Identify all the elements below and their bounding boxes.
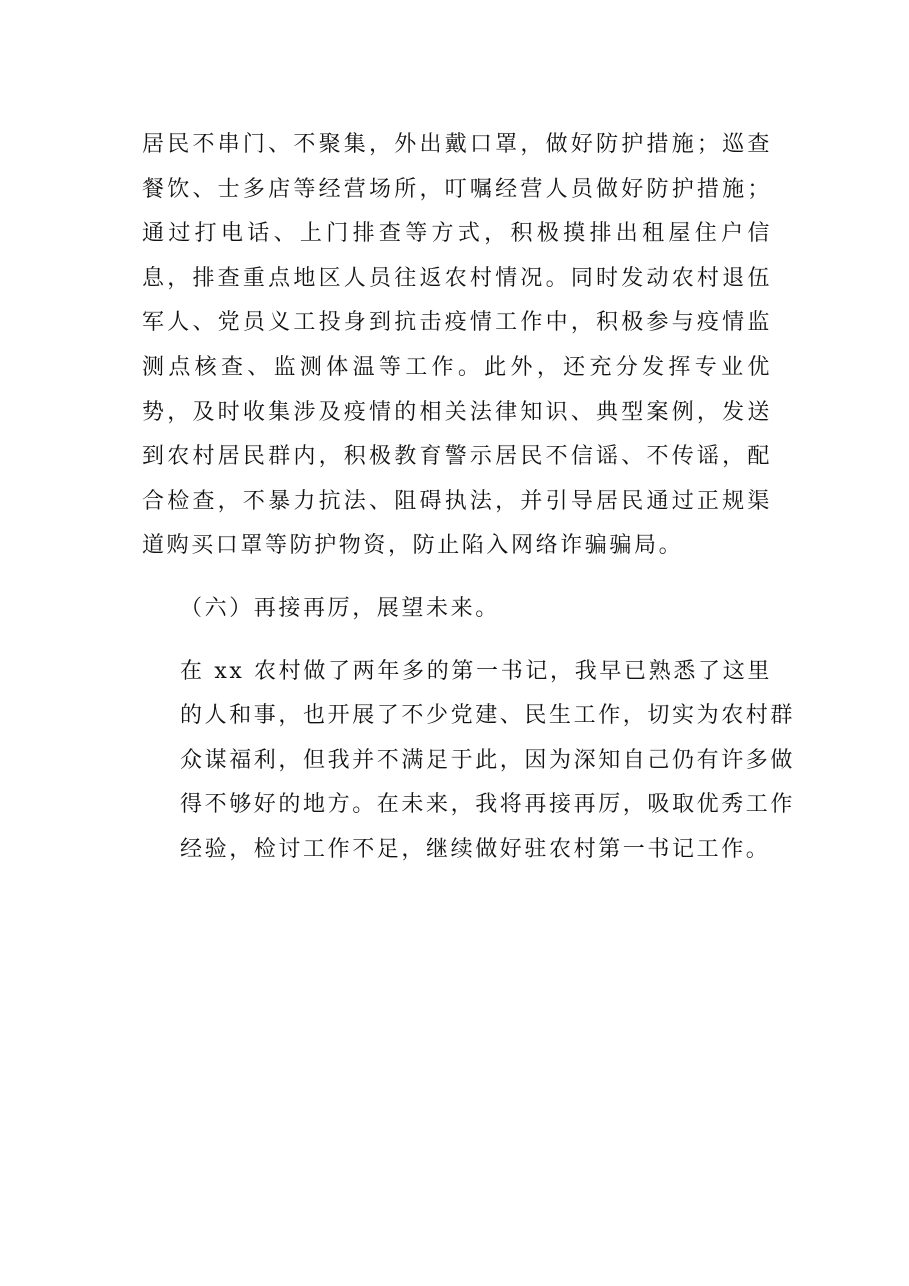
paragraph-epidemic-prevention — [142, 123, 772, 569]
text-line: 合检查，不暴力抗法、阻碍执法，并引导居民通过正规渠 — [142, 488, 772, 514]
text-line: 在 xx 农村做了两年多的第一书记，我早已熟悉了这里 — [180, 658, 772, 684]
text-line: 到农村居民群内，积极教育警示居民不信谣、不传谣，配 — [142, 444, 772, 470]
text-line: 得不够好的地方。在未来，我将再接再厉，吸取优秀工作 — [180, 792, 796, 818]
text-line: 经验，检讨工作不足，继续做好驻农村第一书记工作。 — [180, 836, 771, 862]
text-line: 息，排查重点地区人员往返农村情况。同时发动农村退伍 — [142, 265, 772, 291]
heading-text: （六）再接再厉，展望未来。 — [180, 595, 500, 621]
text-line: 道购买口罩等防护物资，防止陷入网络诈骗骗局。 — [142, 533, 684, 559]
document-body — [142, 123, 796, 873]
text-line: 测点核查、监测体温等工作。此外，还充分发挥专业优 — [142, 354, 772, 380]
text-line: 通过打电话、上门排查等方式，积极摸排出租屋住户信 — [142, 221, 772, 247]
text-line: 的人和事，也开展了不少党建、民生工作，切实为农村群 — [180, 703, 796, 729]
section-heading — [142, 587, 772, 632]
text-line: 军人、党员义工投身到抗击疫情工作中，积极参与疫情监 — [142, 310, 772, 336]
text-line: 众谋福利，但我并不满足于此，因为深知自己仍有许多做 — [180, 747, 796, 773]
text-line: 势，及时收集涉及疫情的相关法律知识、典型案例，发送 — [142, 399, 772, 425]
text-line: 餐饮、士多店等经营场所，叮嘱经营人员做好防护措施； — [142, 176, 772, 202]
paragraph-outlook — [142, 650, 796, 873]
text-line: 居民不串门、不聚集，外出戴口罩，做好防护措施；巡查 — [142, 132, 772, 157]
